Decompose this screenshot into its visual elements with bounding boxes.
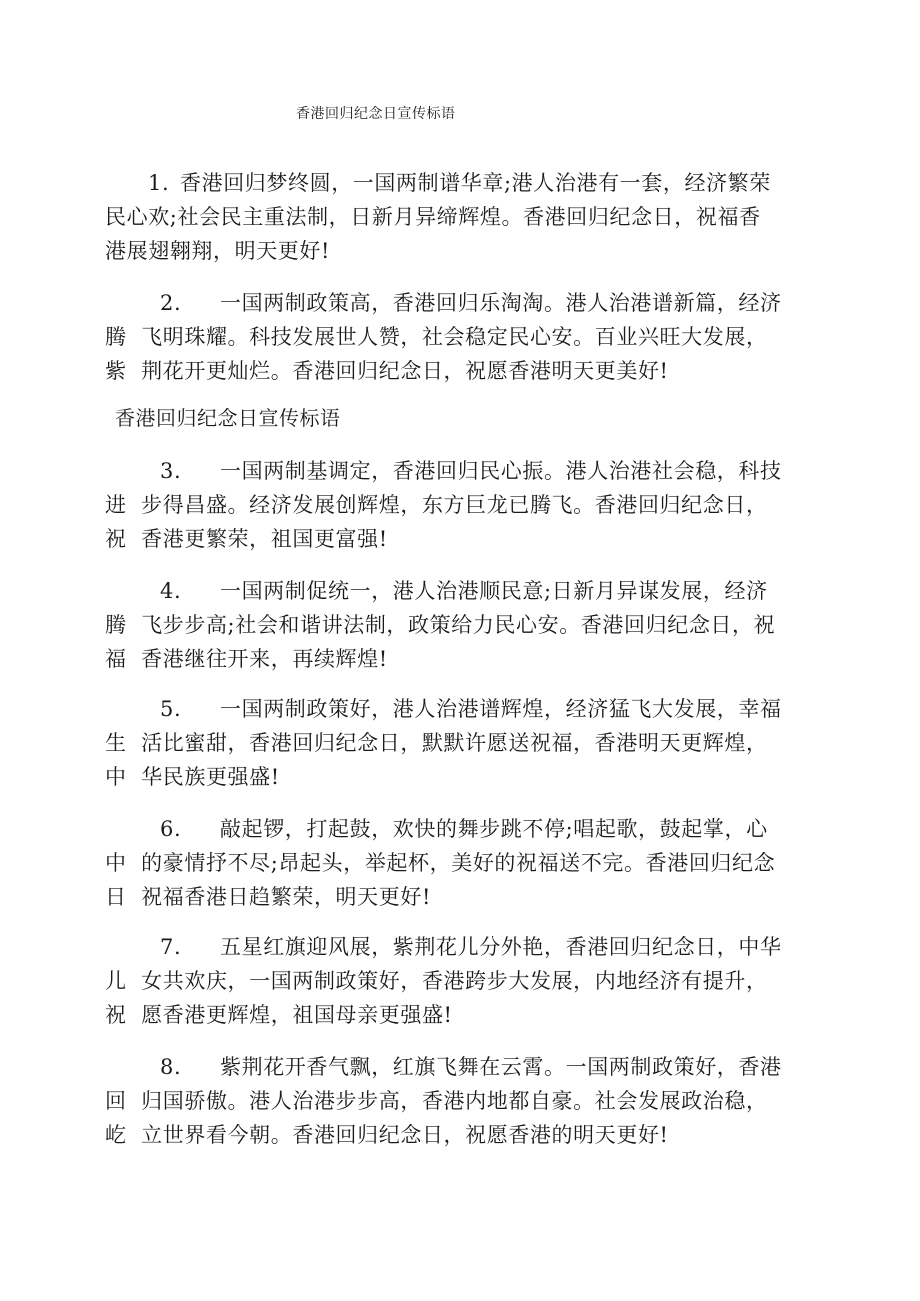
list-item-7-line-2: 儿 女共欢庆，一国两制政策好，香港跨步大发展，内地经济有提升， bbox=[105, 969, 768, 993]
item-number: 7. bbox=[160, 935, 182, 959]
list-item-4-line-1: 4. 一国两制促统一，港人治港顺民意;日新月异谋发展，经济 bbox=[0, 574, 29, 710]
list-item-6-line-1: 6. 敲起锣，打起鼓，欢快的舞步跳不停;唱起歌，鼓起掌，心 bbox=[0, 812, 29, 948]
list-item-6-line-2: 中 的豪情抒不尽;昂起头，举起杯，美好的祝福送不完。香港回归纪念 bbox=[105, 851, 776, 875]
list-item-7-line-1: 7. 五星红旗迎风展，紫荆花儿分外艳，香港回归纪念日，中华 bbox=[0, 930, 29, 1066]
item-number: 1. bbox=[148, 171, 170, 195]
item-number: 3. bbox=[160, 459, 182, 483]
list-item-8-line-3: 屹 立世界看今朝。香港回归纪念日，祝愿香港的明天更好! bbox=[105, 1123, 669, 1147]
item-number: 4. bbox=[160, 579, 182, 603]
list-item-5-line-3: 中 华民族更强盛! bbox=[105, 765, 280, 789]
document-title: 香港回归纪念日宣传标语 bbox=[296, 106, 456, 122]
item-number: 5. bbox=[160, 697, 182, 721]
list-item-4-line-3: 福 香港继往开来，再续辉煌! bbox=[105, 647, 388, 671]
list-item-1-line-1: 1. 香港回归梦终圆，一国两制谱华章;港人治港有一套，经济繁荣 bbox=[0, 166, 29, 302]
list-item-3-line-1: 3. 一国两制基调定，香港回归民心振。港人治港社会稳，科技 bbox=[0, 454, 29, 590]
list-item-3-line-3: 祝 香港更繁荣，祖国更富强! bbox=[105, 527, 388, 551]
list-item-2-line-1: 2. 一国两制政策高，香港回归乐淘淘。港人治港谱新篇，经济 bbox=[0, 286, 29, 422]
section-heading: 香港回归纪念日宣传标语 bbox=[115, 406, 341, 430]
list-item-3-line-2: 进 步得昌盛。经济发展创辉煌，东方巨龙已腾飞。香港回归纪念日， bbox=[105, 493, 768, 517]
list-item-4-line-2: 腾 飞步步高;社会和谐讲法制，政策给力民心安。香港回归纪念日，祝 bbox=[105, 613, 776, 637]
list-item-2-line-3: 紫 荆花开更灿烂。香港回归纪念日，祝愿香港明天更美好! bbox=[105, 359, 669, 383]
list-item-7-line-3: 祝 愿香港更辉煌，祖国母亲更强盛! bbox=[105, 1003, 453, 1027]
list-item-5-line-2: 生 活比蜜甜，香港回归纪念日，默默许愿送祝福，香港明天更辉煌， bbox=[105, 731, 768, 755]
item-number: 8. bbox=[160, 1055, 182, 1079]
item-number: 6. bbox=[160, 817, 182, 841]
list-item-5-line-1: 5. 一国两制政策好，港人治港谱辉煌，经济猛飞大发展，幸福 bbox=[0, 692, 29, 828]
list-item-2-line-2: 腾 飞明珠耀。科技发展世人赞，社会稳定民心安。百业兴旺大发展， bbox=[105, 325, 768, 349]
list-item-8-line-2: 回 归国骄傲。港人治港步步高，香港内地都自豪。社会发展政治稳， bbox=[105, 1089, 768, 1113]
list-item-1-line-3: 港展翅翱翔，明天更好! bbox=[105, 239, 331, 263]
list-item-6-line-3: 日 祝福香港日趋繁荣，明天更好! bbox=[105, 885, 431, 909]
item-number: 2. bbox=[160, 291, 182, 315]
list-item-1-line-2: 民心欢;社会民主重法制，日新月异缔辉煌。香港回归纪念日，祝福香 bbox=[105, 205, 761, 229]
list-item-8-line-1: 8. 紫荆花开香气飘，红旗飞舞在云霄。一国两制政策好，香港 bbox=[0, 1050, 29, 1186]
